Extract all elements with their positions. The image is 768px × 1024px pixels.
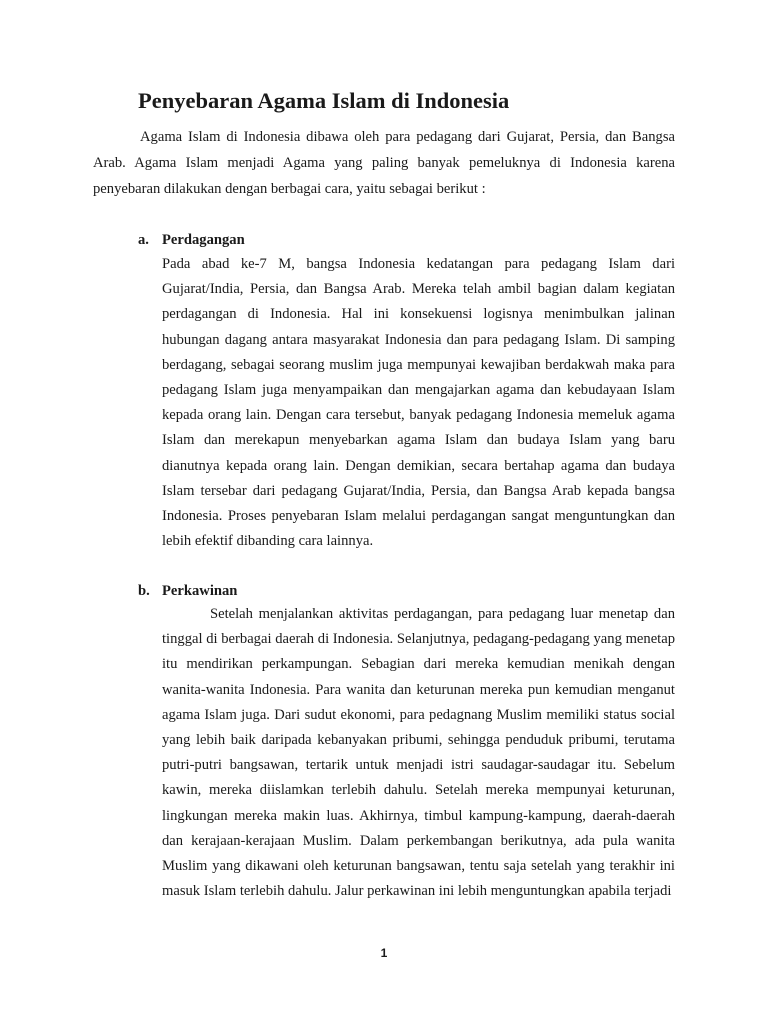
- page-number: 1: [380, 946, 388, 960]
- document-title: Penyebaran Agama Islam di Indonesia: [138, 88, 510, 113]
- section-heading-label: Perdagangan: [162, 232, 245, 248]
- intro-paragraph: Agama Islam di Indonesia dibawa oleh para pedagang dari Gujarat, Persia, dan Bangsa Arab. Agama Islam menjadi Agama yang paling banyak pemeluknya di Indonesia karena penyebaran dilakukan dengan berbagai cara, yaitu sebagai berikut :: [93, 129, 675, 197]
- section-heading-perkawinan: [138, 578, 338, 604]
- section-marker: b.: [138, 583, 150, 599]
- section-body-perdagangan: Pada abad ke-7 M, bangsa Indonesia kedatangan para pedagang Islam dari Gujarat/India, Persia, dan Bangsa Arab. Mereka telah ambil bagian dalam kegiatan perdagangan di Indonesia. Hal ini konsekuensi logisnya menimbulkan jalinan hubungan dagang antara masyarakat Indonesia dan para pedagang Islam. Di samping berdagang, sebagai seorang muslim juga mempunyai kewajiban berdakwah maka para pedagang Islam juga menyampaikan dan mengajarkan agama dan kebudayaan Islam kepada orang lain. Dengan cara tersebut, banyak pedagang Indonesia memeluk agama Islam dan merekapun menyebarkan agama Islam dan budaya Islam yang baru dianutnya kepada orang lain. Dengan demikian, secara bertahap agama dan budaya Islam tersebar dari pedagang Gujarat/India, Persia, dan Bangsa Arab kepada bangsa Indonesia. Proses penyebaran Islam melalui perdagangan sangat menguntungkan dan lebih efektif dibanding cara lainnya.: [162, 256, 675, 550]
- section-heading-label: Perkawinan: [162, 583, 238, 599]
- section-body-perkawinan: Setelah menjalankan aktivitas perdagangan, para pedagang luar menetap dan tinggal di berbagai daerah di Indonesia. Selanjutnya, pedagang-pedagang yang menetap itu mendirikan perkampungan. Sebagian dari mereka kemudian menikah dengan wanita-wanita Indonesia. Para wanita dan keturunan mereka pun kemudian menganut agama Islam juga. Dari sudut ekonomi, para pedagnang Muslim memiliki status social yang lebih baik daripada kebanyakan pribumi, sehingga penduduk pribumi, terutama putri-putri bangsawan, tertarik untuk menjadi istri saudagar-saudagar itu. Sebelum kawin, mereka diislamkan terlebih dahulu. Setelah mereka mempunyai keturunan, lingkungan mereka makin luas. Akhirnya, timbul kampung-kampung, daerah-daerah dan kerajaan-kerajaan Muslim. Dalam perkembangan berikutnya, ada pula wanita Muslim yang dikawani oleh keturunan bangsawan, tentu saja setelah yang terakhir ini masuk Islam terlebih dahulu. Jalur perkawinan ini lebih menguntungkan apabila terjadi: [162, 606, 675, 900]
- section-heading-perdagangan: [138, 227, 338, 253]
- section-marker: a.: [138, 232, 149, 248]
